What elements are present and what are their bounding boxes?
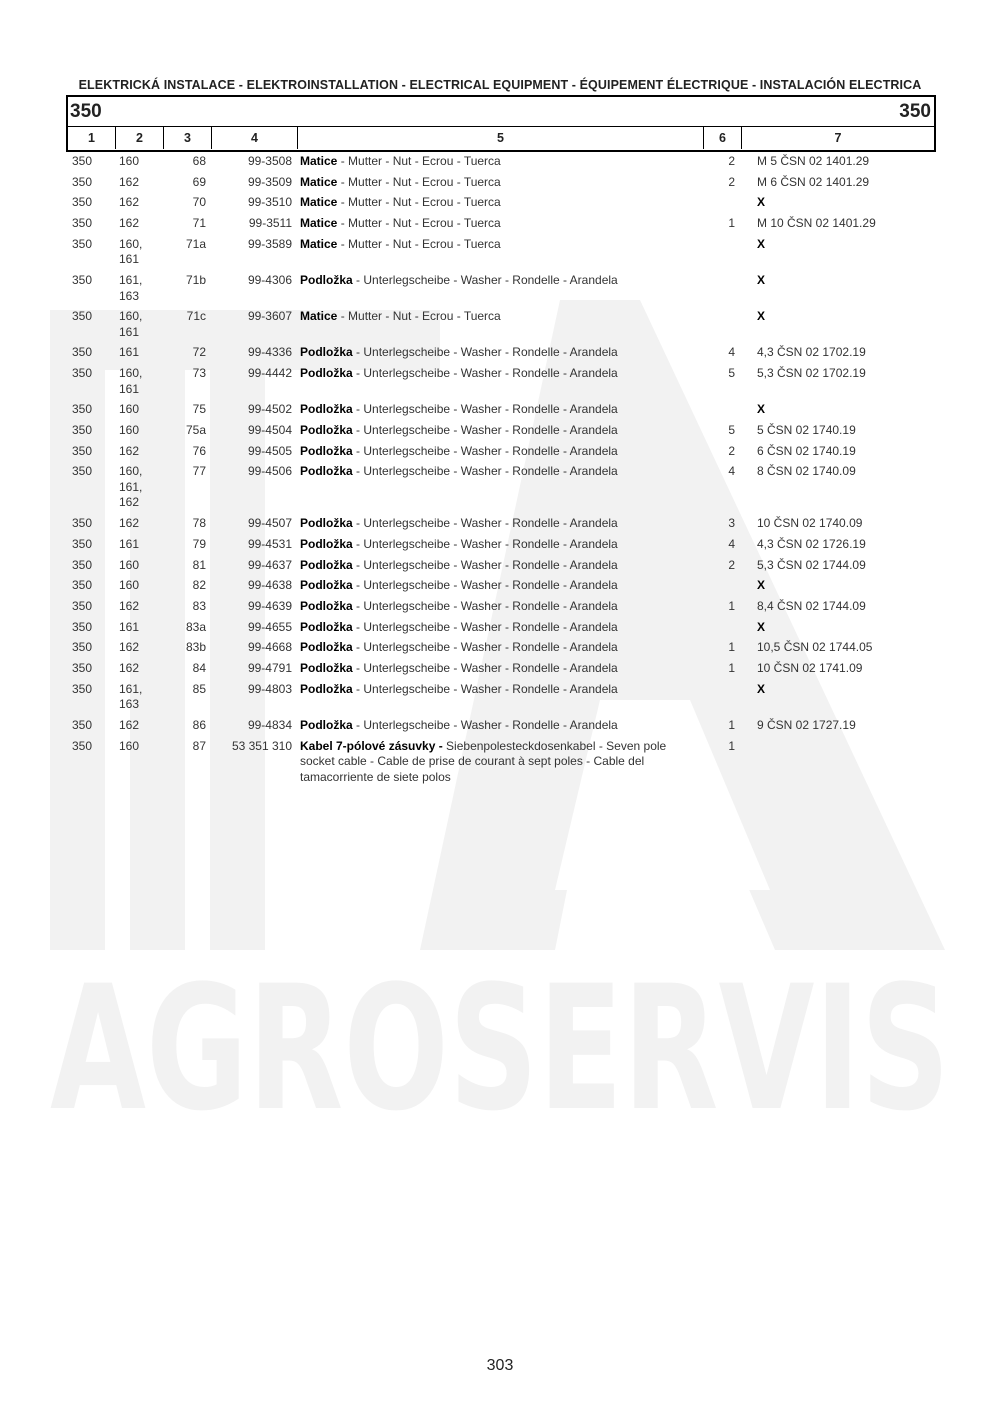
- part-translations: - Unterlegscheibe - Washer - Rondelle - Arandela: [352, 443, 618, 458]
- quantity-cell: 3: [728, 516, 735, 531]
- part-number-cell: 99-3607: [247, 309, 292, 324]
- standard-cell: 10,5 ČSN 02 1744.05: [757, 640, 873, 655]
- part-name: Podložka: [300, 661, 353, 675]
- standard-cell: 4,3 ČSN 02 1702.19: [757, 345, 866, 360]
- description-cell: [300, 682, 690, 698]
- part-translations: - Unterlegscheibe - Washer - Rondelle - Arandela: [352, 273, 618, 287]
- part-translations: - Unterlegscheibe - Washer - Rondelle - Arandela: [352, 598, 618, 613]
- figure-cell: 160: [119, 423, 140, 437]
- description-cell: [300, 423, 690, 439]
- part-number-cell: 99-3511: [248, 216, 292, 231]
- group-cell: 350: [72, 236, 93, 251]
- part-number-cell: 99-4504: [247, 423, 292, 437]
- quantity-cell: 1: [728, 717, 735, 732]
- part-translations: Siebenpolesteckdosenkabel - Seven pole socket cable - Cable de prise de courant à sept poles - Cable del tamacorriente de siete polos: [300, 738, 667, 784]
- part-number-cell: 99-4502: [247, 402, 292, 417]
- quantity-cell: 1: [728, 738, 735, 753]
- figure-cell: 162: [119, 516, 140, 531]
- figure-cell: 160: [119, 578, 140, 593]
- part-translations: - Unterlegscheibe - Washer - Rondelle - Arandela: [352, 578, 618, 593]
- position-cell: 77: [192, 464, 206, 479]
- group-cell: 350: [72, 717, 93, 732]
- position-cell: 73: [192, 366, 206, 381]
- part-name: Podložka: [300, 640, 353, 655]
- standard-cell: 4,3 ČSN 02 1726.19: [757, 536, 866, 551]
- part-translations: - Mutter - Nut - Ecrou - Tuerca: [337, 216, 501, 231]
- figure-cell: 160, 161, 162: [119, 464, 143, 510]
- part-translations: - Unterlegscheibe - Washer - Rondelle - Arandela: [352, 717, 618, 732]
- quantity-cell: 2: [728, 154, 735, 168]
- description-cell: [300, 154, 690, 170]
- part-number-cell: 99-4803: [247, 681, 292, 696]
- group-cell: 350: [72, 309, 93, 324]
- part-name: Podložka: [300, 619, 353, 634]
- quantity-cell: 2: [728, 443, 735, 458]
- figure-cell: 160: [119, 402, 140, 417]
- part-number-cell: 99-4336: [247, 345, 292, 360]
- figure-cell: 161: [119, 536, 140, 551]
- part-translations: - Unterlegscheibe - Washer - Rondelle - Arandela: [352, 345, 618, 360]
- position-cell: 81: [192, 557, 206, 572]
- position-cell: 69: [192, 174, 206, 189]
- group-cell: 350: [72, 536, 93, 551]
- part-number-cell: 99-4791: [247, 661, 292, 675]
- table-header: [66, 95, 936, 152]
- part-translations: - Unterlegscheibe - Washer - Rondelle - Arandela: [352, 366, 618, 381]
- standard-cell: 9 ČSN 02 1727.19: [757, 717, 856, 732]
- standard-cell: X: [757, 236, 766, 251]
- description-cell: [300, 537, 690, 553]
- position-cell: 68: [192, 154, 206, 168]
- part-number-cell: 99-4655: [247, 619, 292, 634]
- part-name: Podložka: [300, 402, 353, 417]
- part-number-cell: 99-4834: [247, 717, 292, 732]
- part-number-cell: 99-3510: [247, 195, 292, 210]
- figure-cell: 162: [119, 640, 140, 655]
- part-translations: - Unterlegscheibe - Washer - Rondelle - Arandela: [352, 661, 618, 675]
- position-cell: 83a: [185, 619, 206, 634]
- column-header-4: 4: [212, 127, 298, 149]
- part-translations: - Unterlegscheibe - Washer - Rondelle - Arandela: [352, 557, 618, 572]
- description-cell: [300, 558, 690, 574]
- quantity-cell: 1: [728, 216, 735, 231]
- quantity-cell: 1: [728, 598, 735, 613]
- standard-cell: X: [757, 273, 766, 287]
- part-number-cell: 99-4637: [247, 557, 292, 572]
- figure-cell: 161, 163: [119, 273, 143, 303]
- column-header-2: 2: [116, 127, 164, 149]
- part-translations: - Unterlegscheibe - Washer - Rondelle - Arandela: [352, 536, 618, 551]
- position-cell: 71a: [185, 236, 206, 251]
- figure-cell: 161: [119, 345, 140, 360]
- position-cell: 87: [192, 738, 206, 753]
- position-cell: 84: [192, 661, 206, 675]
- quantity-cell: 4: [728, 536, 735, 551]
- group-cell: 350: [72, 154, 93, 168]
- group-cell: 350: [72, 516, 93, 531]
- part-name: Podložka: [300, 717, 353, 732]
- standard-cell: 6 ČSN 02 1740.19: [757, 443, 856, 458]
- description-cell: [300, 578, 690, 594]
- part-number-cell: 99-4638: [247, 578, 292, 593]
- part-number-cell: 99-3509: [247, 174, 292, 189]
- position-cell: 83b: [185, 640, 206, 655]
- figure-cell: 162: [119, 661, 140, 675]
- description-cell: [300, 216, 690, 232]
- page-title: ELEKTRICKÁ INSTALACE - ELEKTROINSTALLATION - ELECTRICAL EQUIPMENT - ÉQUIPEMENT ÉLECTRIQUE - INSTALACIÓN ELECTRICA: [78, 78, 922, 92]
- column-header-7: 7: [834, 131, 842, 145]
- figure-cell: 162: [119, 195, 140, 210]
- position-cell: 78: [192, 516, 206, 531]
- quantity-cell: 4: [728, 464, 735, 479]
- part-name: Podložka: [300, 464, 353, 479]
- position-cell: 76: [192, 443, 206, 458]
- figure-cell: 162: [119, 443, 140, 458]
- figure-cell: 160: [119, 738, 140, 753]
- quantity-cell: 2: [728, 557, 735, 572]
- part-name: Podložka: [300, 516, 353, 531]
- standard-cell: 10 ČSN 02 1740.09: [757, 516, 863, 531]
- position-cell: 75: [192, 402, 206, 417]
- part-name: Matice: [300, 309, 338, 324]
- part-number-cell: 99-4505: [247, 443, 292, 458]
- part-name: Podložka: [300, 536, 353, 551]
- group-cell: 350: [72, 216, 93, 231]
- description-cell: [300, 309, 690, 325]
- part-number-cell: 99-4442: [247, 366, 292, 381]
- group-cell: 350: [72, 174, 93, 189]
- group-number-left: 350: [70, 101, 102, 122]
- part-name: Kabel 7-pólové zásuvky -: [300, 738, 443, 753]
- position-cell: 75a: [185, 423, 206, 437]
- part-name: Matice: [300, 236, 338, 251]
- part-translations: - Unterlegscheibe - Washer - Rondelle - Arandela: [352, 619, 618, 634]
- description-cell: [300, 718, 690, 734]
- group-cell: 350: [72, 273, 93, 287]
- quantity-cell: 2: [728, 174, 735, 189]
- description-cell: [300, 195, 690, 211]
- standard-cell: X: [757, 619, 766, 634]
- part-name: Podložka: [300, 681, 353, 696]
- part-name: Matice: [300, 154, 338, 168]
- standard-cell: X: [757, 578, 766, 593]
- position-cell: 71: [192, 216, 206, 231]
- figure-cell: 162: [119, 598, 140, 613]
- position-cell: 71b: [185, 273, 206, 287]
- part-translations: - Unterlegscheibe - Washer - Rondelle - Arandela: [352, 423, 618, 437]
- part-name: Matice: [300, 174, 338, 189]
- part-translations: - Unterlegscheibe - Washer - Rondelle - Arandela: [352, 640, 618, 655]
- figure-cell: 162: [119, 717, 140, 732]
- part-name: Podložka: [300, 443, 353, 458]
- standard-cell: M 6 ČSN 02 1401.29: [757, 174, 870, 189]
- part-name: Podložka: [300, 423, 353, 437]
- figure-cell: 160, 161: [119, 309, 143, 339]
- standard-cell: X: [757, 195, 766, 210]
- standard-cell: 5,3 ČSN 02 1702.19: [757, 366, 866, 381]
- description-cell: [300, 175, 690, 191]
- part-name: Podložka: [300, 345, 353, 360]
- part-translations: - Unterlegscheibe - Washer - Rondelle - Arandela: [352, 516, 618, 531]
- standard-cell: 5 ČSN 02 1740.19: [757, 423, 856, 437]
- position-cell: 71c: [186, 309, 206, 324]
- column-header-5: 5: [298, 127, 704, 149]
- group-cell: 350: [72, 578, 93, 593]
- part-number-cell: 53 351 310: [231, 738, 292, 753]
- page-number: 303: [486, 1357, 514, 1374]
- part-name: Podložka: [300, 598, 353, 613]
- group-cell: 350: [72, 464, 93, 479]
- part-translations: - Mutter - Nut - Ecrou - Tuerca: [337, 154, 501, 168]
- position-cell: 85: [192, 681, 206, 696]
- standard-cell: X: [757, 309, 766, 324]
- position-cell: 72: [192, 345, 206, 360]
- description-cell: [300, 444, 690, 460]
- group-cell: 350: [72, 619, 93, 634]
- description-cell: [300, 366, 690, 382]
- part-number-cell: 99-4506: [247, 464, 292, 479]
- quantity-cell: 4: [728, 345, 735, 360]
- part-number-cell: 99-3508: [247, 154, 292, 168]
- part-name: Podložka: [300, 578, 353, 593]
- standard-cell: 5,3 ČSN 02 1744.09: [757, 557, 866, 572]
- part-number-cell: 99-3589: [247, 236, 292, 251]
- part-number-cell: 99-4306: [247, 273, 292, 287]
- description-cell: [300, 402, 690, 418]
- figure-cell: 160, 161: [119, 236, 143, 267]
- column-headers: [68, 127, 934, 149]
- standard-cell: 8 ČSN 02 1740.09: [757, 464, 856, 479]
- group-cell: 350: [72, 402, 93, 417]
- standard-cell: 10 ČSN 02 1741.09: [757, 661, 863, 675]
- watermark-text: AGROSERVIS: [50, 948, 950, 1149]
- figure-cell: 160: [119, 557, 140, 572]
- group-cell: 350: [72, 443, 93, 458]
- description-cell: [300, 661, 690, 677]
- group-header: [68, 97, 934, 127]
- group-cell: 350: [72, 738, 93, 753]
- quantity-cell: 5: [728, 423, 735, 437]
- description-cell: [300, 464, 690, 480]
- part-number-cell: 99-4668: [247, 640, 292, 655]
- description-cell: [300, 599, 690, 615]
- figure-cell: 160, 161: [119, 366, 143, 396]
- position-cell: 70: [192, 195, 206, 210]
- part-translations: - Mutter - Nut - Ecrou - Tuerca: [337, 174, 501, 189]
- quantity-cell: 1: [728, 640, 735, 655]
- part-name: Podložka: [300, 557, 353, 572]
- part-translations: - Unterlegscheibe - Washer - Rondelle - Arandela: [352, 681, 618, 696]
- position-cell: 82: [192, 578, 206, 593]
- quantity-cell: 5: [728, 366, 735, 381]
- standard-cell: M 5 ČSN 02 1401.29: [757, 154, 870, 168]
- description-cell: [300, 640, 690, 656]
- position-cell: 86: [192, 717, 206, 732]
- part-number-cell: 99-4639: [247, 598, 292, 613]
- group-cell: 350: [72, 557, 93, 572]
- part-translations: - Mutter - Nut - Ecrou - Tuerca: [337, 195, 501, 210]
- part-name: Podložka: [300, 273, 353, 287]
- figure-cell: 161: [119, 619, 140, 634]
- part-name: Matice: [300, 216, 338, 231]
- description-cell: [300, 620, 690, 636]
- group-cell: 350: [72, 598, 93, 613]
- description-cell: [300, 516, 690, 532]
- part-translations: - Unterlegscheibe - Washer - Rondelle - Arandela: [352, 402, 618, 417]
- part-translations: - Mutter - Nut - Ecrou - Tuerca: [337, 309, 501, 324]
- figure-cell: 161, 163: [119, 681, 143, 712]
- column-header-1: 1: [68, 127, 116, 149]
- group-cell: 350: [72, 423, 93, 437]
- part-name: Matice: [300, 195, 338, 210]
- part-number-cell: 99-4507: [247, 516, 292, 531]
- quantity-cell: 1: [728, 661, 735, 675]
- part-translations: - Unterlegscheibe - Washer - Rondelle - Arandela: [352, 464, 618, 479]
- group-cell: 350: [72, 195, 93, 210]
- group-number-right: 350: [899, 101, 931, 122]
- group-cell: 350: [72, 640, 93, 655]
- figure-cell: 160: [119, 154, 140, 168]
- description-cell: [300, 273, 690, 289]
- group-cell: 350: [72, 661, 93, 675]
- description-cell: [300, 345, 690, 361]
- description-cell: [300, 739, 690, 786]
- position-cell: 83: [192, 598, 206, 613]
- group-cell: 350: [72, 345, 93, 360]
- standard-cell: 8,4 ČSN 02 1744.09: [757, 598, 866, 613]
- standard-cell: X: [757, 402, 766, 417]
- description-cell: [300, 237, 690, 253]
- figure-cell: 162: [119, 174, 140, 189]
- position-cell: 79: [192, 536, 206, 551]
- part-translations: - Mutter - Nut - Ecrou - Tuerca: [337, 236, 501, 251]
- standard-cell: M 10 ČSN 02 1401.29: [757, 216, 876, 231]
- part-name: Podložka: [300, 366, 353, 381]
- group-cell: 350: [72, 366, 93, 381]
- figure-cell: 162: [119, 216, 140, 231]
- part-number-cell: 99-4531: [247, 536, 292, 551]
- group-cell: 350: [72, 681, 93, 696]
- column-header-6: 6: [704, 127, 742, 149]
- standard-cell: X: [757, 681, 766, 696]
- column-header-3: 3: [164, 127, 212, 149]
